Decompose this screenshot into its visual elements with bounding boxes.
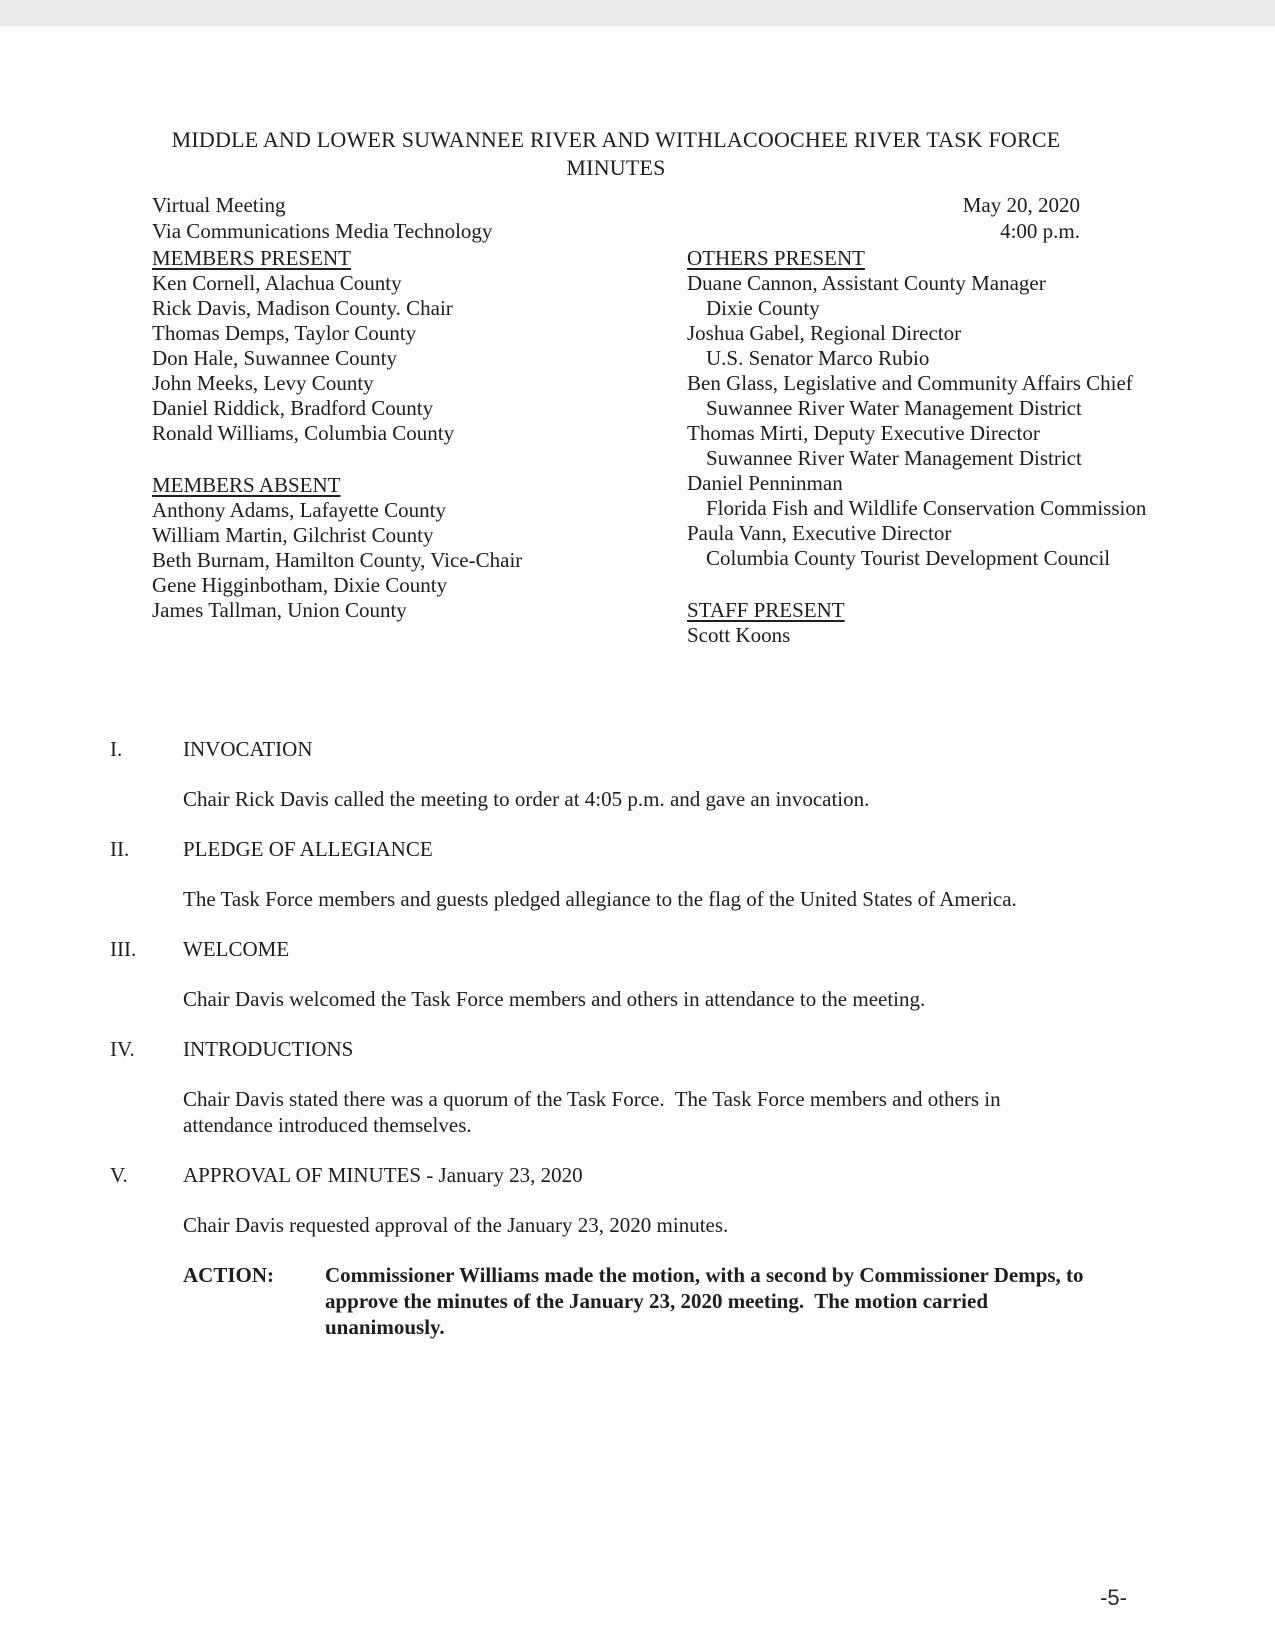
attendee-name: Don Hale, Suwannee County — [152, 346, 397, 370]
attendee-name: John Meeks, Levy County — [152, 371, 374, 395]
attendee-name: Daniel Penninman — [687, 471, 843, 495]
attendee-name: Ken Cornell, Alachua County — [152, 271, 402, 295]
section-heading: PLEDGE OF ALLEGIANCE — [183, 837, 433, 861]
section-paragraph: Chair Davis welcomed the Task Force members and others in attendance to the meeting. — [183, 987, 926, 1011]
attendee-organization: Columbia County Tourist Development Council — [706, 546, 1111, 570]
section-paragraph: Chair Rick Davis called the meeting to order at 4:05 p.m. and gave an invocation. — [183, 787, 870, 811]
attendance-left-column — [152, 246, 687, 675]
members-absent-heading: MEMBERS ABSENT — [152, 473, 341, 497]
attendee-name: Rick Davis, Madison County. Chair — [152, 296, 453, 320]
agenda-section — [110, 1036, 1170, 1138]
others-present-heading: OTHERS PRESENT — [687, 246, 865, 270]
staff-name: Scott Koons — [687, 623, 791, 647]
others-present-group — [687, 246, 1162, 571]
meeting-location-line2: Via Communications Media Technology — [152, 219, 493, 243]
section-head — [110, 836, 1170, 862]
minutes-sections — [110, 736, 1170, 1364]
attendee-name: William Martin, Gilchrist County — [152, 523, 434, 547]
section-number: IV. — [110, 1037, 135, 1061]
attendee-name: Beth Burnam, Hamilton County, Vice-Chair — [152, 548, 523, 572]
attendee-name: Paula Vann, Executive Director — [687, 521, 952, 545]
staff-present-group — [687, 598, 1162, 648]
meeting-date: May 20, 2020 — [962, 193, 1080, 217]
attendee-name: Gene Higginbotham, Dixie County — [152, 573, 448, 597]
members-present-heading: MEMBERS PRESENT — [152, 246, 351, 270]
section-heading: INTRODUCTIONS — [183, 1037, 354, 1061]
section-paragraph: The Task Force members and guests pledged allegiance to the flag of the United States of America. — [183, 887, 1017, 911]
attendance-block — [152, 246, 1162, 675]
section-head — [110, 936, 1170, 962]
action-block — [183, 1262, 1170, 1340]
action-text: Commissioner Williams made the motion, with a second by Commissioner Demps, to approve the minutes of the January 23, 2020 meeting. The motion carried unanimously. — [325, 1263, 1089, 1339]
document-title-line1: MIDDLE AND LOWER SUWANNEE RIVER AND WITHLACOOCHEE RIVER TASK FORCE — [171, 127, 1061, 152]
attendee-name: Daniel Riddick, Bradford County — [152, 396, 434, 420]
section-head — [110, 1162, 1170, 1188]
section-paragraph: Chair Davis requested approval of the January 23, 2020 minutes. — [183, 1213, 729, 1237]
section-paragraph: Chair Davis stated there was a quorum of the Task Force. The Task Force members and others in attendance introduced themselves. — [183, 1087, 1006, 1137]
meeting-datetime-block — [963, 192, 1080, 244]
attendee-organization: U.S. Senator Marco Rubio — [706, 346, 930, 370]
page-number: -5- — [1100, 1585, 1127, 1610]
section-heading: WELCOME — [183, 937, 290, 961]
meeting-location-block — [152, 192, 492, 244]
attendee-organization: Suwannee River Water Management District — [706, 396, 1082, 420]
attendee-name: Thomas Mirti, Deputy Executive Director — [687, 421, 1040, 445]
meeting-time: 4:00 p.m. — [1000, 219, 1080, 243]
agenda-section — [110, 1162, 1170, 1340]
attendee-name: James Tallman, Union County — [152, 598, 407, 622]
document-title-line2: MINUTES — [566, 155, 666, 180]
attendee-name: Duane Cannon, Assistant County Manager — [687, 271, 1046, 295]
attendee-name: Thomas Demps, Taylor County — [152, 321, 417, 345]
agenda-section — [110, 936, 1170, 1012]
staff-present-heading: STAFF PRESENT — [687, 598, 845, 622]
attendee-name: Joshua Gabel, Regional Director — [687, 321, 962, 345]
staff-present-list — [687, 623, 1162, 648]
meeting-meta-row — [152, 192, 1080, 244]
attendee-organization: Suwannee River Water Management District — [706, 446, 1082, 470]
action-label: ACTION: — [183, 1263, 275, 1287]
scan-artifact-strip — [0, 0, 1275, 26]
attendee-name: Ben Glass, Legislative and Community Affairs Chief — [687, 371, 1133, 395]
attendee-name: Anthony Adams, Lafayette County — [152, 498, 446, 522]
agenda-section — [110, 836, 1170, 912]
section-number: I. — [110, 737, 123, 761]
attendee-organization: Dixie County — [706, 296, 820, 320]
members-absent-group — [152, 473, 687, 623]
section-number: V. — [110, 1163, 128, 1187]
section-heading: APPROVAL OF MINUTES - January 23, 2020 — [183, 1163, 583, 1187]
section-number: II. — [110, 837, 130, 861]
attendee-name: Ronald Williams, Columbia County — [152, 421, 455, 445]
members-present-list — [152, 271, 687, 446]
members-present-group — [152, 246, 687, 446]
agenda-section — [110, 736, 1170, 812]
section-head — [110, 1036, 1170, 1062]
others-present-list — [687, 271, 1162, 571]
section-heading: INVOCATION — [183, 737, 313, 761]
attendance-right-column — [687, 246, 1162, 675]
attendee-organization: Florida Fish and Wildlife Conservation Commission — [706, 496, 1147, 520]
members-absent-list — [152, 498, 687, 623]
section-number: III. — [110, 937, 137, 961]
section-head — [110, 736, 1170, 762]
meeting-location-line1: Virtual Meeting — [152, 193, 286, 217]
document-header — [152, 126, 1080, 244]
